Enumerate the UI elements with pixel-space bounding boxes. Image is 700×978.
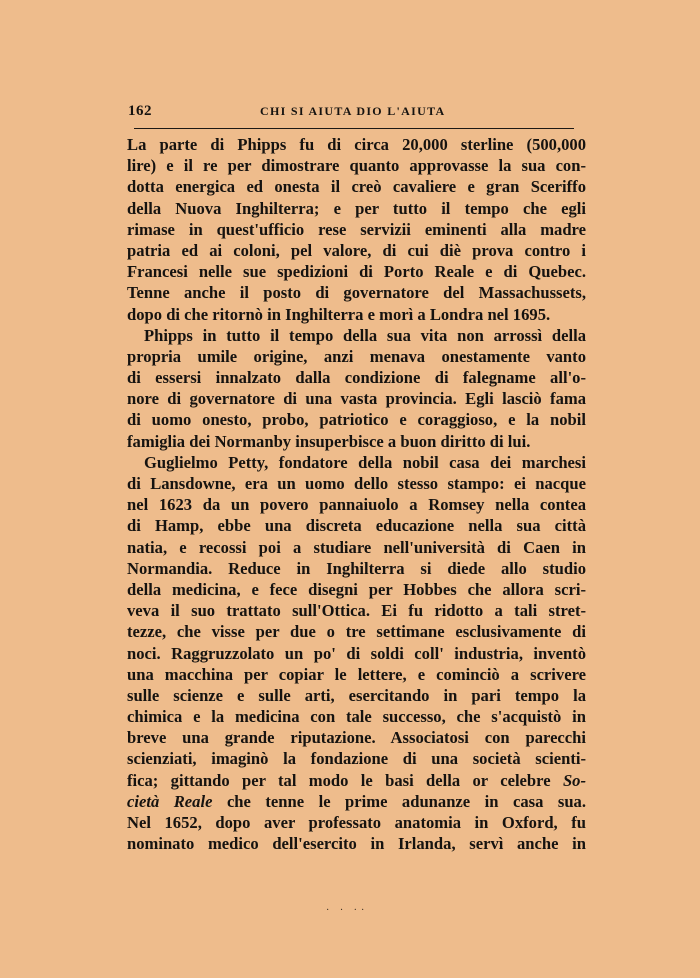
header-rule <box>134 128 574 129</box>
italic-title: cietà Reale <box>127 791 213 811</box>
text-line: dopo di che ritornò in Inghilterra e morì a Londra nel 1695. <box>127 304 551 324</box>
text-line: Normandia. Reduce in Inghilterra si diede allo studio <box>127 558 586 578</box>
text-line: di Lansdowne, era un uomo dello stesso stampo: ei nacque <box>127 474 586 493</box>
text-line: La parte di Phipps fu di circa 20,000 sterline (500,000 <box>127 135 586 154</box>
italic-title: So- <box>562 770 586 790</box>
text-line: della Nuova Inghilterra; e per tutto il tempo che egli <box>127 198 586 218</box>
text-line: fica; gittando per tal modo le basi della or celebre So- <box>127 770 586 790</box>
text-line: noci. Raggruzzolato un po' di soldi coll' industria, inventò <box>127 643 586 663</box>
text-line: cietà Reale che tenne le prime adunanze in casa sua. <box>127 791 587 811</box>
text-line: di essersi innalzato dalla condizione di falegname all'o- <box>127 368 586 388</box>
text-line: propria umile origine, anzi menava onestamente vanto <box>127 346 586 366</box>
text-line: natia, e recossi poi a studiare nell'università di Caen in <box>127 537 586 557</box>
text-line: Tenne anche il posto di governatore del Massachussets, <box>127 283 586 303</box>
text-line: lire) e il re per dimostrare quanto approvasse la sua con- <box>127 156 586 176</box>
text-line: Guglielmo Petty, fondatore della nobil casa dei marchesi <box>144 452 586 472</box>
text-line: Nel 1652, dopo aver professato anatomia in Oxford, fu <box>127 813 586 832</box>
text-line: dotta energica ed onesta il creò cavaliere e gran Sceriffo <box>127 177 586 197</box>
text-line: di uomo onesto, probo, patriotico e coraggioso, e la nobil <box>127 410 586 430</box>
text-line: una macchina per copiar le lettere, e cominciò a scrivere <box>127 664 586 684</box>
text-line: breve una grande riputazione. Associatosi con parecchi <box>127 728 586 748</box>
page-header <box>128 103 587 125</box>
text-line: nominato medico dell'esercito in Irlanda, servì anche in <box>127 834 586 854</box>
text-line: Phipps in tutto il tempo della sua vita non arrossì della <box>144 325 586 345</box>
text-line: sulle scienze e sulle arti, esercitando in pari tempo la <box>127 685 586 705</box>
text-line: chimica e la medicina con tale successo, che s'acquistò in <box>127 707 586 727</box>
text-line: della medicina, e fece disegni per Hobbes che allora scri- <box>127 579 586 599</box>
running-title: CHI SI AIUTA DIO L'AIUTA <box>260 104 446 118</box>
page-number: 162 <box>128 103 152 119</box>
text-line: tezze, che visse per due o tre settimane esclusivamente di <box>127 622 586 642</box>
body-text <box>127 134 586 854</box>
text-line: nore di governatore di una vasta provincia. Egli lasciò fama <box>127 389 586 409</box>
text-line: Francesi nelle sue spedizioni di Porto Reale e di Quebec. <box>127 262 586 282</box>
text-line: rimase in quest'ufficio rese servizii eminenti alla madre <box>127 219 586 239</box>
text-line: scienziati, imaginò la fondazione di una società scienti- <box>127 749 586 769</box>
text-line: nel 1623 da un povero pannaiuolo a Romsey nella contea <box>127 495 586 515</box>
text-line: patria ed ai coloni, pel valore, di cui diè prova contro i <box>127 240 586 260</box>
text-line: veva il suo trattato sull'Ottica. Ei fu ridotto a tali stret- <box>127 601 586 621</box>
printer-marks: · · ·· <box>326 905 369 916</box>
text-line: famiglia dei Normanby insuperbisce a buon diritto di lui. <box>127 431 531 451</box>
text-line: di Hamp, ebbe una discreta educazione nella sua città <box>127 516 586 536</box>
